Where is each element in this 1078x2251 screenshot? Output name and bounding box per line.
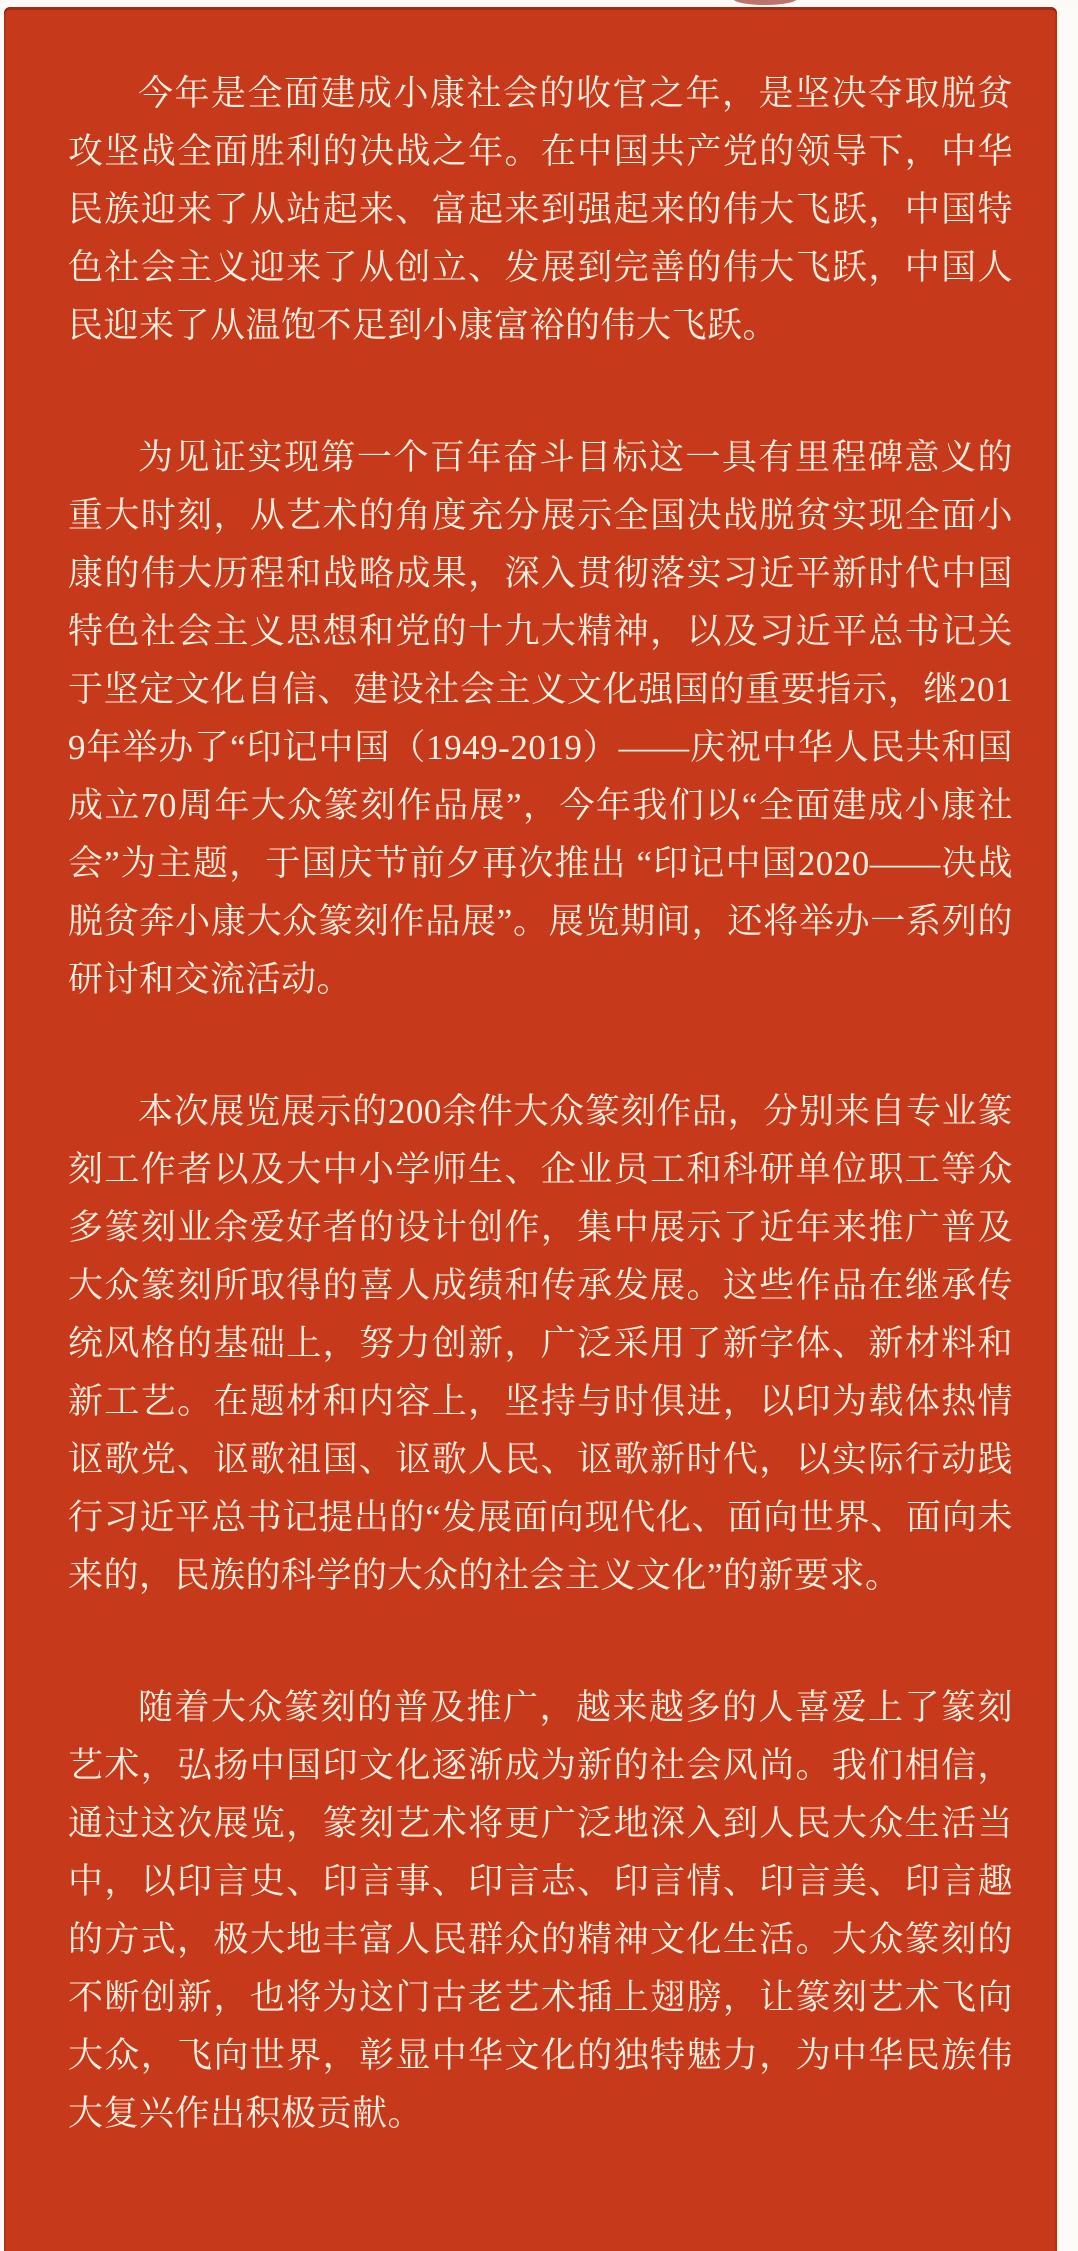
article-paragraph-4: 随着大众篆刻的普及推广，越来越多的人喜爱上了篆刻艺术，弘扬中国印文化逐渐成为新的社会风尚。我们相信，通过这次展览，篆刻艺术将更广泛地深入到人民大众生活当中，以印言史、印言事、印言志、印言情、印言美、印言趣的方式，极大地丰富人民群众的精神文化生活。大众篆刻的不断创新，也将为这门古老艺术插上翅膀，让篆刻艺术飞向大众，飞向世界，彰显中华文化的独特魅力，为中华民族伟大复兴作出积极贡献。	[68, 1688, 1013, 2133]
article-paragraph-2: 为见证实现第一个百年奋斗目标这一具有里程碑意义的重大时刻，从艺术的角度充分展示全国决战脱贫实现全面小康的伟大历程和战略成果，深入贯彻落实习近平新时代中国特色社会主义思想和党的十九大精神，以及习近平总书记关于坚定文化自信、建设社会主义文化强国的重要指示，继2019年举办了“印记中国（1949-2019）——庆祝中华人民共和国成立70周年大众篆刻作品展”，今年我们以“全面建成小康社会”为主题，于国庆节前夕再次推出 “印记中国2020——决战脱贫奔小康大众篆刻作品展”。展览期间，还将举办一系列的研讨和交流活动。	[68, 438, 1013, 999]
article-paragraph-3: 本次展览展示的200余件大众篆刻作品，分别来自专业篆刻工作者以及大中小学师生、企业员工和科研单位职工等众多篆刻业余爱好者的设计创作，集中展示了近年来推广普及大众篆刻所取得的喜人成绩和传承发展。这些作品在继承传统风格的基础上，努力创新，广泛采用了新字体、新材料和新工艺。在题材和内容上，坚持与时俱进，以印为载体热情讴歌党、讴歌祖国、讴歌人民、讴歌新时代，以实际行动践行习近平总书记提出的“发展面向现代化、面向世界、面向未来的，民族的科学的大众的社会主义文化”的新要求。	[68, 1092, 1013, 1595]
article-panel	[4, 7, 1057, 2251]
top-margin-strip	[0, 0, 1078, 7]
cutoff-seal-decoration	[733, 0, 797, 5]
article-body	[4, 7, 1057, 2183]
article-paragraph-1: 今年是全面建成小康社会的收官之年，是坚决夺取脱贫攻坚战全面胜利的决战之年。在中国共产党的领导下，中华民族迎来了从站起来、富起来到强起来的伟大飞跃，中国特色社会主义迎来了从创立、发展到完善的伟大飞跃，中国人民迎来了从温饱不足到小康富裕的伟大飞跃。	[68, 74, 1013, 345]
